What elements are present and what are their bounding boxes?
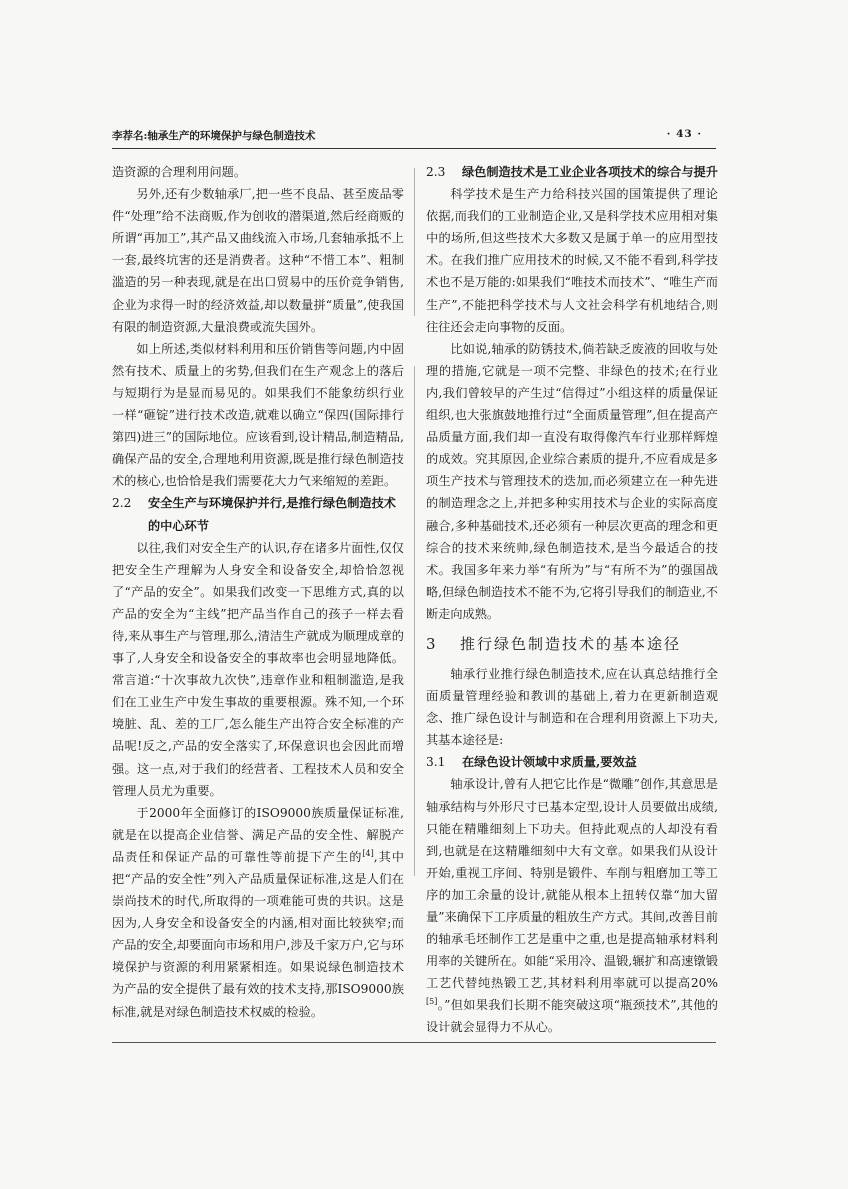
section-number: 2.2	[112, 496, 132, 511]
running-title: 李荐名:轴承生产的环境保护与绿色制造技术	[112, 130, 316, 142]
paragraph-text: ,其中把“产品的安全性”列入产品质量保证标准,这是人们在崇尚技术的时代,所取得的一项难能可贵的共识。这是因为,人身安全和设备安全的内涵,相对面比较狭窄;而产品的安全,却要面向市场和用户,涉及千家万户,它与环境保护与资源的利用紧紧相连。如果说绿色制造技术为产品的安全提供了最有效的技术支持,那ISO9000族标准,就是对绿色制造技术权威的检验。	[112, 849, 404, 1019]
paragraph-text: 轴承设计,曾有人把它比作是“微雕”创作,其意思是轴承结构与外形尺寸已基本定型,设计人员要做出成绩,只能在精雕细刻上下功夫。但持此观点的人却没有看到,也就是在这精雕细刻中大有文章。如果我们从设计开始,重视工序间、特别是锻件、车削与粗磨加工等工序的加工余量的设计,就能从根本上扭转仅靠“加大留量”来确保下工序质量的粗放生产方式。其间,改善目前的轴承毛坯制作工艺是重中之重,也是提高轴承材料利用率的关键所在。如能“采用冷、温锻,辗扩和高速镦锻工艺代替纯热锻工艺,其材料利用率就可以提高20%	[426, 777, 718, 991]
section-title: 绿色制造技术是工业企业各项技术的综合与提升	[462, 165, 718, 179]
paragraph: 轴承行业推行绿色制造技术,应在认真总结推行全面质量管理经验和教训的基础上,着力在更新制造观念、推广绿色设计与制造和在合理利用资源上下功夫,其基本途径是:	[426, 666, 718, 748]
left-column	[112, 161, 404, 1023]
column-divider-upper	[414, 168, 415, 316]
page-number: · 43 ·	[666, 128, 702, 140]
paragraph: 以往,我们对安全生产的认识,存在诸多片面性,仅仅把安全生产理解为人身安全和设备安全,却恰恰忽视了“产品的安全”。如果我们改变一下思维方式,真的以产品的安全为“主线”把产品当作自己的孩子一样去看待,来从事生产与管理,那么,清洁生产就成为顺理成章的事了,人身安全和设备安全的事故率也会明显地降低。常言道:“十次事故九次快”,违章作业和粗制滥造,是我们在工业生产中发生事故的重要根源。殊不知,一个环境脏、乱、差的工厂,怎么能生产出符合安全标准的产品呢!反之,产品的安全落实了,环保意识也会因此而增强。这一点,对于我们的经营者、工程技术人员和安全管理人员尤为重要。	[112, 540, 404, 798]
citation-ref: [5]	[426, 997, 438, 1007]
paragraph-text: 于2000年全面修订的ISO9000族质量保证标准,就是在以提高企业信誉、满足产品的安全性、解脱产品责任和保证产品的可靠性等前提下产生的	[112, 805, 404, 864]
paragraph: 另外,还有少数轴承厂,把一些不良品、甚至废品零件“处理”给不法商贩,作为创收的潜渠道,然后经商贩的所谓“再加工”,其产品又曲线流入市场,几套轴承抵不上一套,最终坑害的还是消费者。这种“不惜工本”、粗制滥造的另一种表现,就是在出口贸易中的压价竞争销售,企业为求得一时的经济效益,却以数量拼“质量”,使我国有限的制造资源,大量浪费或流失国外。	[112, 187, 404, 334]
column-divider-lower	[414, 366, 415, 876]
right-column	[426, 161, 718, 1039]
section-number: 3.1	[426, 755, 446, 770]
header-rule	[112, 148, 716, 149]
paragraph-text: 。”但如果我们长期不能突破这项“瓶颈技术”,其他的设计就会显得力不从心。	[426, 998, 718, 1035]
running-head	[112, 126, 716, 146]
paragraph: 造资源的合理利用问题。	[112, 165, 247, 179]
section-title: 推行绿色制造技术的基本途径	[460, 634, 682, 653]
section-heading-3	[426, 631, 718, 657]
section-number: 3	[426, 634, 438, 653]
section-title: 在绿色设计领域中求质量,要效益	[462, 755, 637, 770]
section-heading-2-3	[426, 161, 718, 183]
footer-rule	[112, 1042, 716, 1043]
section-number: 2.3	[426, 165, 446, 179]
paragraph	[112, 802, 404, 1023]
paragraph: 科学技术是生产力给科技兴国的国策提供了理论依据,而我们的工业制造企业,又是科学技术应用相对集中的场所,但这些技术大多数又是属于单一的应用型技术。在我们推广应用技术的时候,又不能不看到,科学技术也不是万能的:如果我们“唯技术而技术”、“唯生产而生产”,不能把科学技术与人文社会科学有机地结合,则往往还会走向事物的反面。	[426, 187, 718, 334]
paragraph	[426, 773, 718, 1038]
paragraph: 比如说,轴承的防锈技术,倘若缺乏废液的回收与处理的措施,它就是一项不完整、非绿色的技术;在行业内,我们曾较早的产生过“信得过”小组这样的质量保证组织,也大张旗鼓地推行过“全面质量管理”,但在提高产品质量方面,我们却一直没有取得像汽车行业那样辉煌的成效。究其原因,企业综合素质的提升,不应看成是多项生产技术与管理技术的迭加,而必须建立在一种先进的制造理念之上,并把多种实用技术与企业的实际高度融合,多种基础技术,还必须有一种层次更高的理念和更综合的技术来统帅,绿色制造技术,是当今最适合的技术。我国多年来力举“有所为”与“有所不为”的强国战略,但绿色制造技术不能不为,它将引导我们的制造业,不断走向成熟。	[426, 341, 718, 621]
section-heading-2-2	[112, 492, 404, 536]
paragraph: 如上所述,类似材料利用和压价销售等问题,内中固然有技术、质量上的劣势,但我们在生产观念上的落后与短期行为是显而易见的。如果我们不能象纺织行业一样“砸锭”进行技术改造,就难以确立“保四(国际排行第四)进三”的国际地位。应该看到,设计精品,制造精品,确保产品的安全,合理地利用资源,既是推行绿色制造技术的核心,也恰恰是我们需要花大力气来缩短的差距。	[112, 341, 404, 489]
section-title: 安全生产与环境保护并行,是推行绿色制造技术的中心环节	[148, 496, 396, 533]
section-heading-3-1	[426, 751, 718, 773]
citation-ref: [4]	[362, 848, 374, 858]
